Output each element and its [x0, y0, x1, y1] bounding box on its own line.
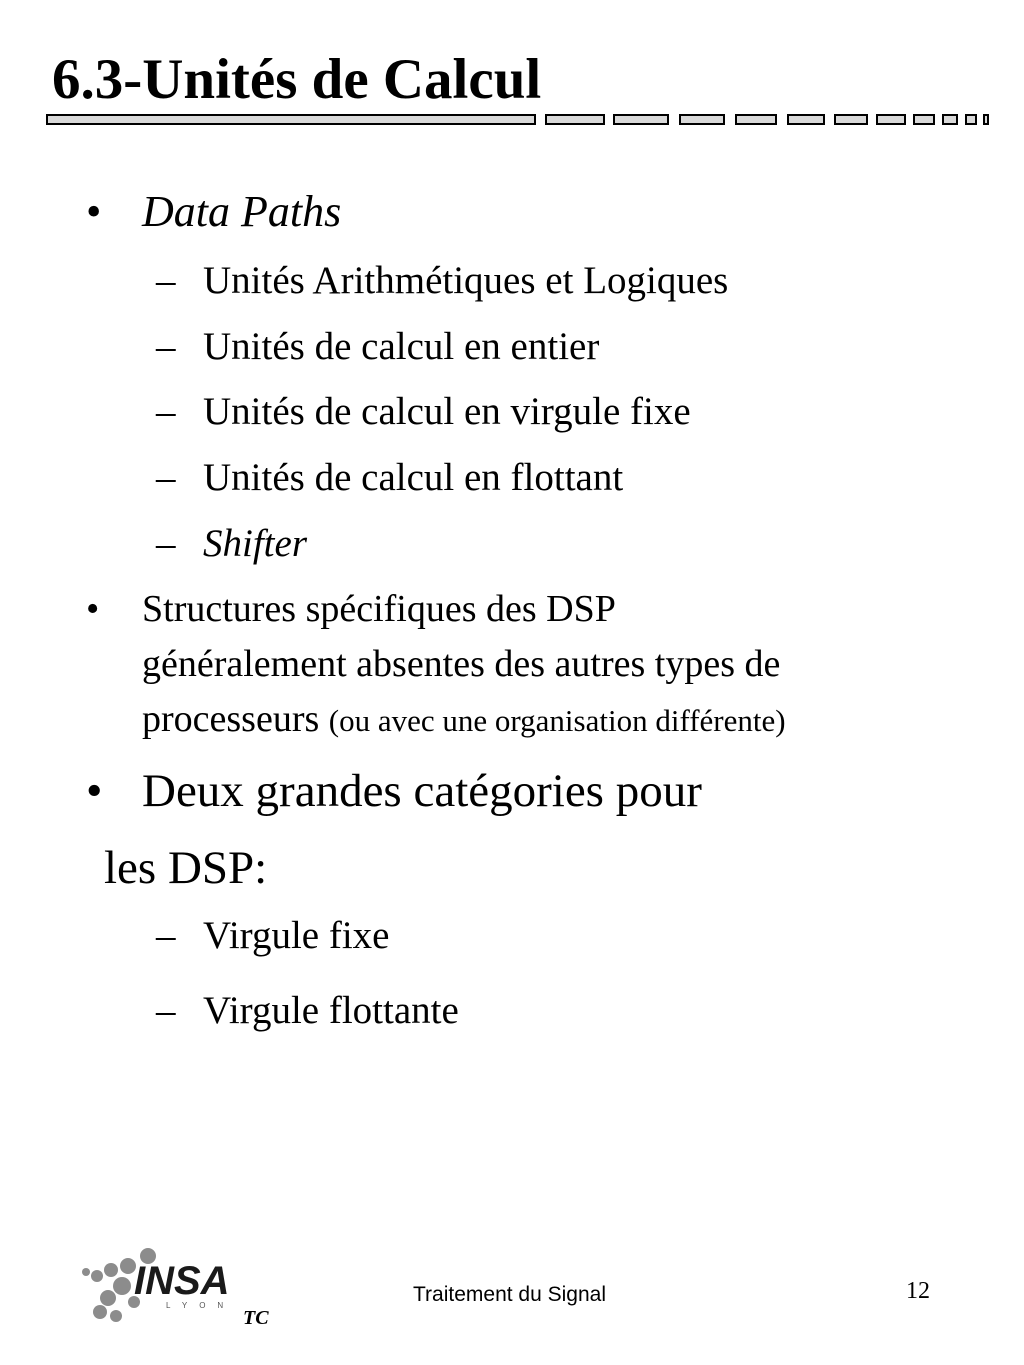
- page-number: 12: [906, 1278, 930, 1304]
- bullet-text-line: Deux grandes catégories pour: [142, 765, 702, 817]
- dash-marker: –: [156, 456, 176, 499]
- bullet-text: Data Paths: [142, 187, 342, 236]
- dash-marker: –: [156, 325, 176, 368]
- bullet-text-line: processeurs: [142, 698, 320, 740]
- bullet-marker: •: [86, 588, 100, 630]
- bullet-marker: •: [86, 765, 103, 817]
- subitem-text: Virgule fixe: [203, 914, 390, 957]
- logo-subtext: LYON: [166, 1301, 236, 1310]
- dash-marker: –: [156, 390, 176, 433]
- bullet-text-continuation: les DSP:: [104, 842, 268, 894]
- dash-marker: –: [156, 522, 176, 565]
- dash-marker: –: [156, 914, 176, 957]
- bullet-note: (ou avec une organisation différente): [328, 703, 786, 738]
- subitem-text: Virgule flottante: [203, 989, 459, 1032]
- bullet-text-line: généralement absentes des autres types de: [142, 643, 781, 685]
- slide-title: 6.3-Unités de Calcul: [52, 48, 542, 111]
- footer-title: Traitement du Signal: [413, 1283, 606, 1306]
- subitem-text: Unités de calcul en virgule fixe: [203, 390, 691, 433]
- logo-wordmark: INSA: [134, 1259, 230, 1303]
- subitem-text: Unités de calcul en entier: [203, 325, 600, 368]
- title-underline-rule: [46, 112, 996, 128]
- subitem-text: Shifter: [203, 522, 307, 565]
- bullet-text-line: Structures spécifiques des DSP: [142, 588, 616, 630]
- dash-marker: –: [156, 989, 176, 1032]
- subitem-text: Unités Arithmétiques et Logiques: [203, 259, 729, 302]
- department-label: TC: [243, 1307, 269, 1329]
- bullet-marker: •: [86, 187, 102, 236]
- subitem-text: Unités de calcul en flottant: [203, 456, 624, 499]
- dash-marker: –: [156, 259, 176, 302]
